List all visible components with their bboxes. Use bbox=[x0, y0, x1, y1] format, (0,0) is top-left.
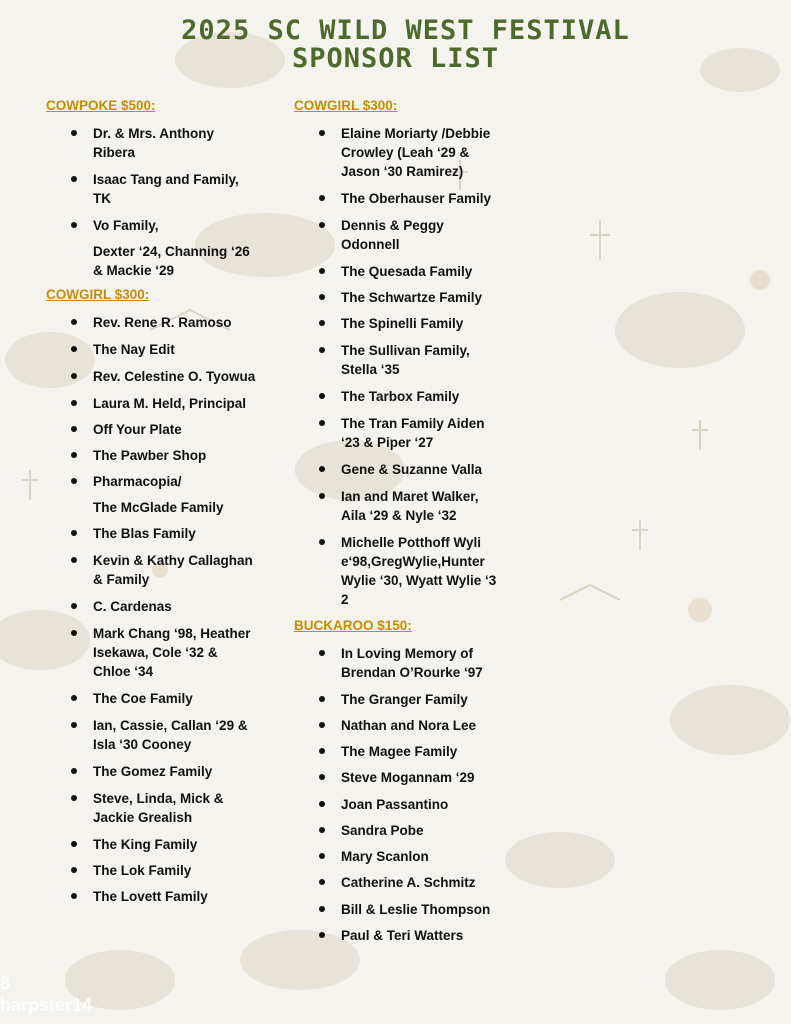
list-item: Steve Mogannam ‘29 bbox=[294, 768, 499, 787]
left-column bbox=[46, 97, 256, 906]
list-item: The Sullivan Family, Stella ‘35 bbox=[294, 341, 499, 379]
list-item: The Pawber Shop bbox=[46, 446, 256, 465]
list-item: In Loving Memory of Brendan O’Rourke ‘97 bbox=[294, 644, 499, 682]
list-item: Laura M. Held, Principal bbox=[46, 394, 256, 413]
list-item: C. Cardenas bbox=[46, 597, 256, 616]
list-item: Ian, Cassie, Callan ‘29 & Isla ‘30 Cooney bbox=[46, 716, 256, 754]
list-item: The Nay Edit bbox=[46, 340, 256, 359]
list-item: Off Your Plate bbox=[46, 420, 256, 439]
section-heading-cowgirl-continued: COWGIRL $300: bbox=[294, 98, 398, 113]
watermark-number: 8 bbox=[0, 973, 11, 993]
list-item: Elaine Moriarty /Debbie Crowley (Leah ‘29 & Jason ‘30 Ramirez) bbox=[294, 124, 499, 181]
list-item: Dennis & Peggy Odonnell bbox=[294, 216, 499, 254]
list-item: The McGlade Family bbox=[93, 500, 224, 515]
list-item: Rev. Rene R. Ramoso bbox=[46, 313, 256, 332]
list-item: Mark Chang ‘98, Heather Isekawa, Cole ‘32 & Chloe ‘34 bbox=[46, 624, 256, 681]
list-item: The Schwartze Family bbox=[294, 288, 499, 307]
list-item: Dr. & Mrs. Anthony Ribera bbox=[46, 124, 256, 162]
sponsor-list-cowpoke bbox=[46, 124, 256, 280]
list-item: Gene & Suzanne Valla bbox=[294, 460, 499, 479]
list-item: The Blas Family bbox=[46, 524, 256, 543]
list-item: Kevin & Kathy Callaghan & Family bbox=[46, 551, 256, 589]
sponsor-list-cowgirl-continued bbox=[294, 124, 499, 609]
list-item: Rev. Celestine O. Tyowua bbox=[46, 367, 256, 386]
list-item: Steve, Linda, Mick & Jackie Grealish bbox=[46, 789, 256, 827]
list-item: The Spinelli Family bbox=[294, 314, 499, 333]
list-item: Vo Family, bbox=[46, 216, 256, 235]
list-item: Isaac Tang and Family, TK bbox=[46, 170, 256, 208]
list-item: The Lovett Family bbox=[46, 887, 256, 906]
list-item: Michelle Potthoff Wylie‘98,GregWylie,Hunter Wylie ‘30, Wyatt Wylie ‘32 bbox=[294, 533, 499, 609]
list-item: Ian and Maret Walker, Aila ‘29 & Nyle ‘32 bbox=[294, 487, 499, 525]
list-item: The King Family bbox=[46, 835, 256, 854]
list-item: The Granger Family bbox=[294, 690, 499, 709]
list-item: Bill & Leslie Thompson bbox=[294, 900, 499, 919]
list-item: Dexter ‘24, Channing ‘26 & Mackie ‘29 bbox=[93, 244, 250, 278]
list-item: The Quesada Family bbox=[294, 262, 499, 281]
list-item: The Tran Family Aiden ‘23 & Piper ‘27 bbox=[294, 414, 499, 452]
list-item: Paul & Teri Watters bbox=[294, 926, 499, 945]
list-item: Mary Scanlon bbox=[294, 847, 499, 866]
list-item: The Coe Family bbox=[46, 689, 256, 708]
section-heading-buckaroo: BUCKAROO $150: bbox=[294, 618, 412, 633]
list-item: The Oberhauser Family bbox=[294, 189, 499, 208]
watermark-text: harpster14 bbox=[0, 995, 93, 1015]
list-item: The Tarbox Family bbox=[294, 387, 499, 406]
right-column bbox=[294, 97, 499, 945]
list-item: Catherine A. Schmitz bbox=[294, 873, 499, 892]
section-heading-cowgirl: COWGIRL $300: bbox=[46, 287, 150, 302]
section-heading-cowpoke: COWPOKE $500: bbox=[46, 98, 156, 113]
list-item: Pharmacopia/ bbox=[46, 472, 256, 491]
list-item: Nathan and Nora Lee bbox=[294, 716, 499, 735]
list-item: The Gomez Family bbox=[46, 762, 256, 781]
list-item: The Lok Family bbox=[46, 861, 256, 880]
list-item: Sandra Pobe bbox=[294, 821, 499, 840]
sponsor-list-cowgirl bbox=[46, 313, 256, 906]
title-line-1: 2025 SC WILD WEST FESTIVAL bbox=[181, 15, 630, 46]
title-line-2: SPONSOR LIST bbox=[291, 43, 500, 74]
list-item: The Magee Family bbox=[294, 742, 499, 761]
watermark bbox=[0, 972, 92, 1016]
list-item: Joan Passantino bbox=[294, 795, 499, 814]
sponsor-list-buckaroo bbox=[294, 644, 499, 945]
